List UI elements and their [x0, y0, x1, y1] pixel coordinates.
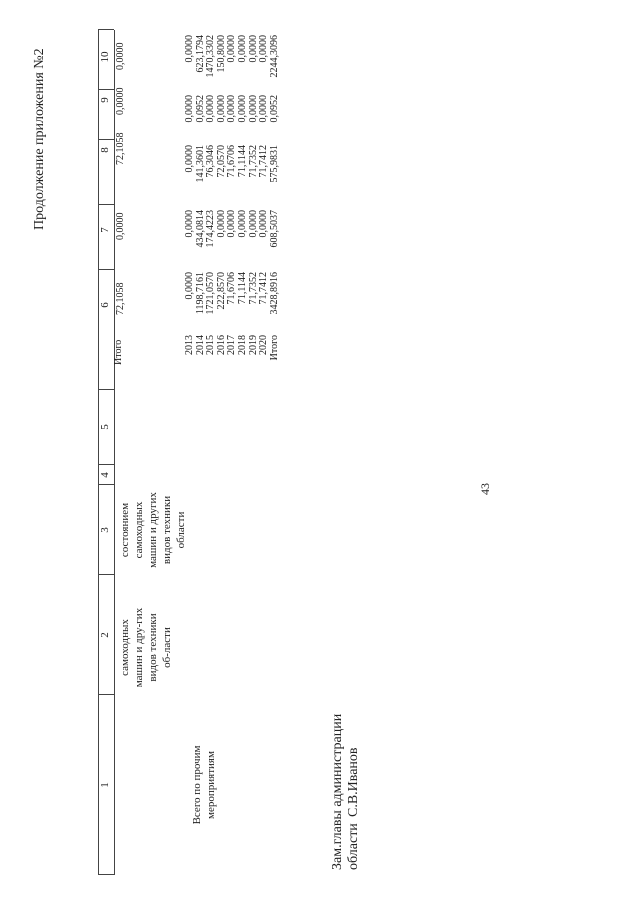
col10-value-8: 2244,3096: [268, 35, 280, 78]
row-col3: состоянием самоходных машин и других видов техники области: [119, 492, 187, 568]
first-row-col7: 0,0000: [115, 212, 126, 240]
first-row-col9: 0,0000: [115, 87, 126, 115]
col9-value-8: 0,0952: [268, 95, 280, 123]
row-years: [185, 335, 280, 365]
col9-value-3: 0,0000: [215, 95, 227, 123]
col6-value-2: 1721,0570: [205, 272, 217, 315]
col8-value-8: 575,9831: [268, 145, 280, 183]
row-col6-values: [185, 272, 280, 327]
col9-value-5: 0,0000: [236, 95, 248, 123]
col8-value-4: 71,6706: [226, 145, 238, 178]
page-number: 43: [478, 483, 492, 495]
col6-value-3: 222,8570: [215, 272, 227, 310]
col8-value-0: 0,0000: [184, 145, 195, 173]
row-col2: самоходных машин и дру-гих видов техники об-ласти: [119, 607, 173, 688]
col7-value-1: 434,0814: [194, 210, 206, 248]
col9-value-2: 0,0000: [205, 95, 217, 123]
first-row-col6: 72,1058: [115, 282, 126, 315]
signature-line1: Зам.главы администрации: [330, 713, 345, 870]
col10-value-2: 1470,3302: [205, 35, 217, 78]
year-8: Итого: [268, 335, 280, 361]
col8-value-6: 71,7352: [247, 145, 259, 178]
col7-value-4: 0,0000: [226, 210, 238, 238]
col9-value-4: 0,0000: [226, 95, 238, 123]
col-number-5: 5: [99, 424, 111, 430]
col-number-9: 9: [99, 97, 111, 103]
col-number-1: 1: [99, 782, 111, 788]
row-col9-values: [185, 95, 280, 135]
col9-value-6: 0,0000: [247, 95, 259, 123]
year-0: 2013: [184, 335, 195, 355]
year-5: 2018: [236, 335, 248, 355]
first-row-col8: 72,1058: [115, 132, 126, 165]
col10-value-1: 623,1794: [194, 35, 206, 73]
signature-name: С.В.Иванов: [346, 747, 361, 817]
year-6: 2019: [247, 335, 259, 355]
appendix-header: Продолжение приложения №2: [32, 48, 47, 230]
col10-value-5: 0,0000: [236, 35, 248, 63]
row-col1: Всего по прочим мероприятиям: [191, 745, 217, 825]
col-number-4: 4: [99, 472, 111, 478]
col-number-10: 10: [99, 51, 111, 63]
col8-value-1: 141,3601: [194, 145, 206, 183]
col10-value-3: 150,8000: [215, 35, 227, 73]
col7-value-7: 0,0000: [258, 210, 270, 238]
year-3: 2016: [215, 335, 227, 355]
col-number-7: 7: [99, 227, 111, 233]
col6-value-8: 3428,8916: [268, 272, 280, 315]
col7-value-5: 0,0000: [236, 210, 248, 238]
year-2: 2015: [205, 335, 217, 355]
col-number-2: 2: [99, 632, 111, 638]
col7-value-3: 0,0000: [215, 210, 227, 238]
col10-value-4: 0,0000: [226, 35, 238, 63]
col8-value-2: 76,3046: [205, 145, 217, 178]
first-row-col10: 0,0000: [115, 42, 126, 70]
col8-value-7: 71,7412: [258, 145, 270, 178]
col6-value-1: 1198,7161: [194, 272, 206, 315]
col-number-3: 3: [99, 527, 111, 533]
col6-value-5: 71,1144: [236, 272, 248, 305]
signature-line2: области: [346, 823, 361, 870]
row-col8-values: [185, 145, 280, 200]
col7-value-0: 0,0000: [184, 210, 195, 238]
col7-value-2: 174,4223: [205, 210, 217, 248]
col9-value-0: 0,0000: [184, 95, 195, 123]
col6-value-4: 71,6706: [226, 272, 238, 305]
col6-value-6: 71,7352: [247, 272, 259, 305]
col9-value-7: 0,0000: [258, 95, 270, 123]
col-number-8: 8: [99, 147, 111, 153]
row-col10-values: [185, 35, 280, 90]
row-col7-values: [185, 210, 280, 260]
year-4: 2017: [226, 335, 238, 355]
col10-value-7: 0,0000: [258, 35, 270, 63]
col8-value-5: 71,1144: [236, 145, 248, 178]
year-7: 2020: [258, 335, 270, 355]
col7-value-6: 0,0000: [247, 210, 259, 238]
first-row-label: Итого: [113, 339, 124, 365]
col6-value-0: 0,0000: [184, 272, 195, 300]
col-number-6: 6: [99, 302, 111, 308]
col10-value-6: 0,0000: [247, 35, 259, 63]
year-1: 2014: [194, 335, 206, 355]
col7-value-8: 608,5037: [268, 210, 280, 248]
col10-value-0: 0,0000: [184, 35, 195, 63]
col6-value-7: 71,7412: [258, 272, 270, 305]
col9-value-1: 0,0952: [194, 95, 206, 123]
col8-value-3: 72,0570: [215, 145, 227, 178]
